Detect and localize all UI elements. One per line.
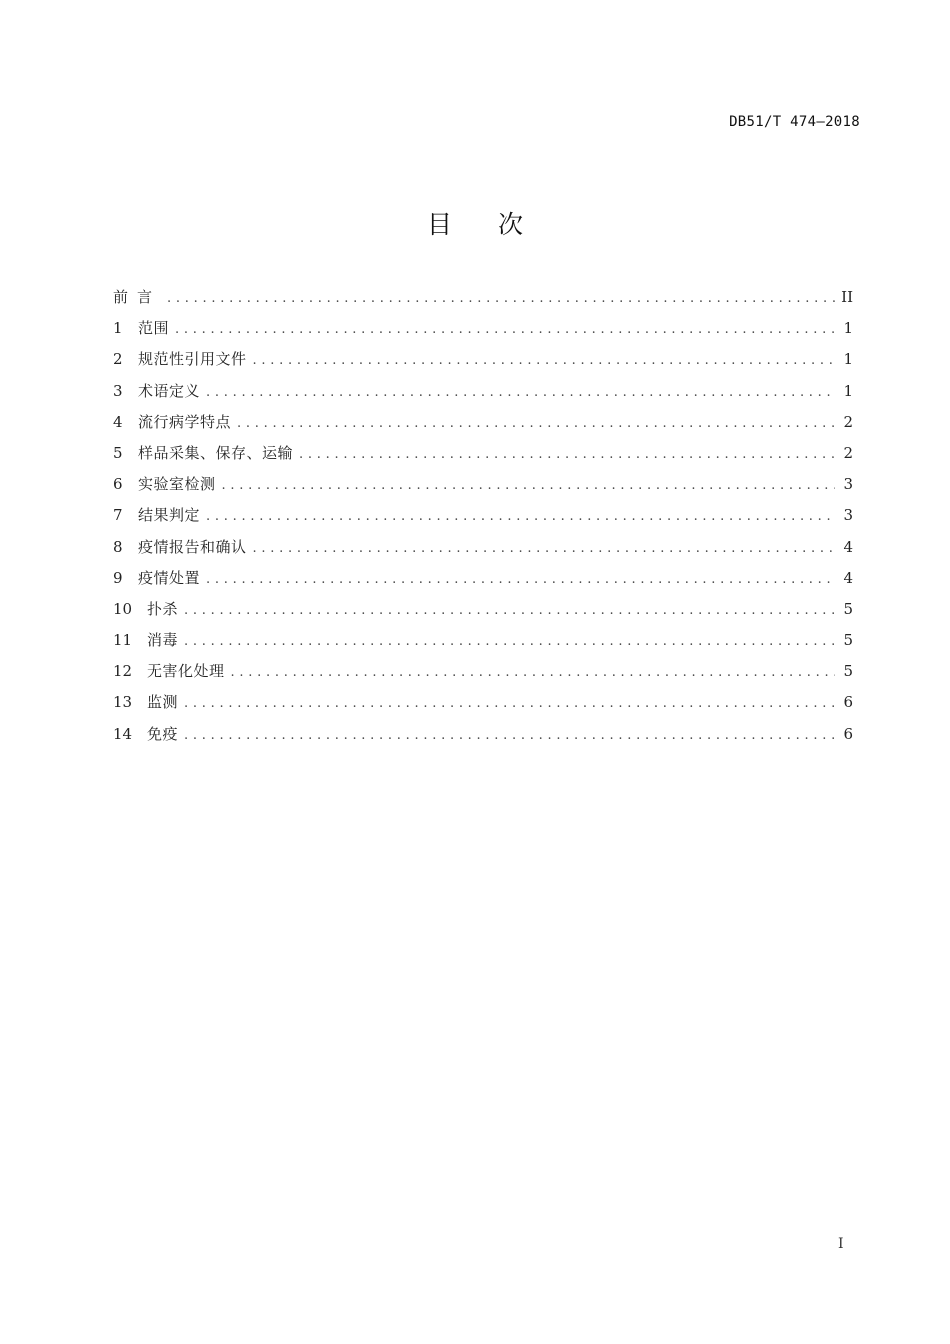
dot-leader	[231, 657, 835, 688]
toc-entry-page: 3	[843, 475, 853, 494]
page-number: I	[838, 1236, 844, 1252]
toc-entry[interactable]	[113, 719, 853, 750]
dot-leader	[167, 283, 835, 314]
toc-entry-title: 疫情处置	[138, 568, 201, 587]
toc-entry-page: II	[841, 288, 853, 306]
toc-entry-title: 术语定义	[138, 381, 201, 400]
toc-entry-page: 4	[843, 537, 853, 556]
toc-entry-title: 样品采集、保存、运输	[138, 443, 294, 462]
toc-entry[interactable]	[113, 625, 853, 656]
page-title: 目次	[426, 210, 569, 239]
toc-entry-page: 3	[843, 506, 853, 525]
toc-entry-title: 监测	[147, 693, 179, 712]
table-of-contents	[113, 282, 853, 750]
dot-leader	[175, 314, 835, 345]
toc-entry-title: 免疫	[147, 724, 179, 743]
toc-entry-title: 流行病学特点	[138, 412, 232, 431]
dot-leader	[184, 688, 835, 719]
toc-entry-number: 8	[113, 537, 123, 556]
dot-leader	[206, 377, 835, 408]
toc-entry-title: 前言	[113, 288, 162, 306]
toc-entry-number: 13	[113, 693, 133, 712]
toc-entry[interactable]	[113, 313, 853, 344]
toc-entry-number: 1	[113, 319, 123, 338]
toc-entry-title: 扑杀	[147, 599, 179, 618]
toc-entry-title: 疫情报告和确认	[138, 537, 247, 556]
toc-entry-page: 2	[843, 412, 853, 431]
toc-entry[interactable]	[113, 532, 853, 563]
toc-entry-number: 3	[113, 381, 123, 400]
toc-entry[interactable]	[113, 469, 853, 500]
dot-leader	[222, 470, 835, 501]
dot-leader	[253, 345, 835, 376]
toc-entry[interactable]	[113, 500, 853, 531]
toc-entry-title: 无害化处理	[147, 662, 225, 681]
toc-entry-page: 1	[843, 381, 853, 400]
toc-entry-page: 1	[843, 319, 853, 338]
dot-leader	[237, 408, 835, 439]
toc-entry-page: 6	[843, 693, 853, 712]
toc-entry-page: 2	[843, 443, 853, 462]
toc-entry-page: 5	[843, 599, 853, 618]
toc-entry-title: 结果判定	[138, 506, 201, 525]
toc-entry-foreword[interactable]	[113, 282, 853, 313]
toc-entry-title: 范围	[138, 319, 170, 338]
dot-leader	[184, 626, 835, 657]
toc-entry[interactable]	[113, 438, 853, 469]
toc-entry-title: 消毒	[147, 631, 179, 650]
toc-entry-page: 5	[843, 662, 853, 681]
dot-leader	[206, 564, 835, 595]
toc-entry-number: 6	[113, 475, 123, 494]
dot-leader	[184, 595, 835, 626]
toc-entry[interactable]	[113, 563, 853, 594]
toc-entry-number: 11	[113, 631, 133, 650]
toc-entry-number: 9	[113, 568, 123, 587]
toc-entry-page: 5	[843, 631, 853, 650]
toc-entry-number: 5	[113, 443, 123, 462]
toc-entry-title: 规范性引用文件	[138, 350, 247, 369]
toc-entry-number: 2	[113, 350, 123, 369]
toc-entry-number: 4	[113, 412, 123, 431]
toc-entry-number: 10	[113, 599, 133, 618]
toc-entry[interactable]	[113, 594, 853, 625]
dot-leader	[184, 720, 835, 751]
toc-entry[interactable]	[113, 407, 853, 438]
toc-entry-number: 14	[113, 724, 133, 743]
toc-entry-number: 12	[113, 662, 133, 681]
dot-leader	[299, 439, 835, 470]
toc-entry[interactable]	[113, 687, 853, 718]
toc-entry-title: 实验室检测	[138, 475, 216, 494]
toc-entry-page: 1	[843, 350, 853, 369]
dot-leader	[206, 501, 835, 532]
toc-entry-page: 6	[843, 724, 853, 743]
toc-entry[interactable]	[113, 376, 853, 407]
toc-entry-page: 4	[843, 568, 853, 587]
toc-entry[interactable]	[113, 344, 853, 375]
document-id: DB51/T 474—2018	[729, 114, 860, 130]
dot-leader	[253, 533, 835, 564]
toc-entry[interactable]	[113, 656, 853, 687]
toc-entry-number: 7	[113, 506, 123, 525]
